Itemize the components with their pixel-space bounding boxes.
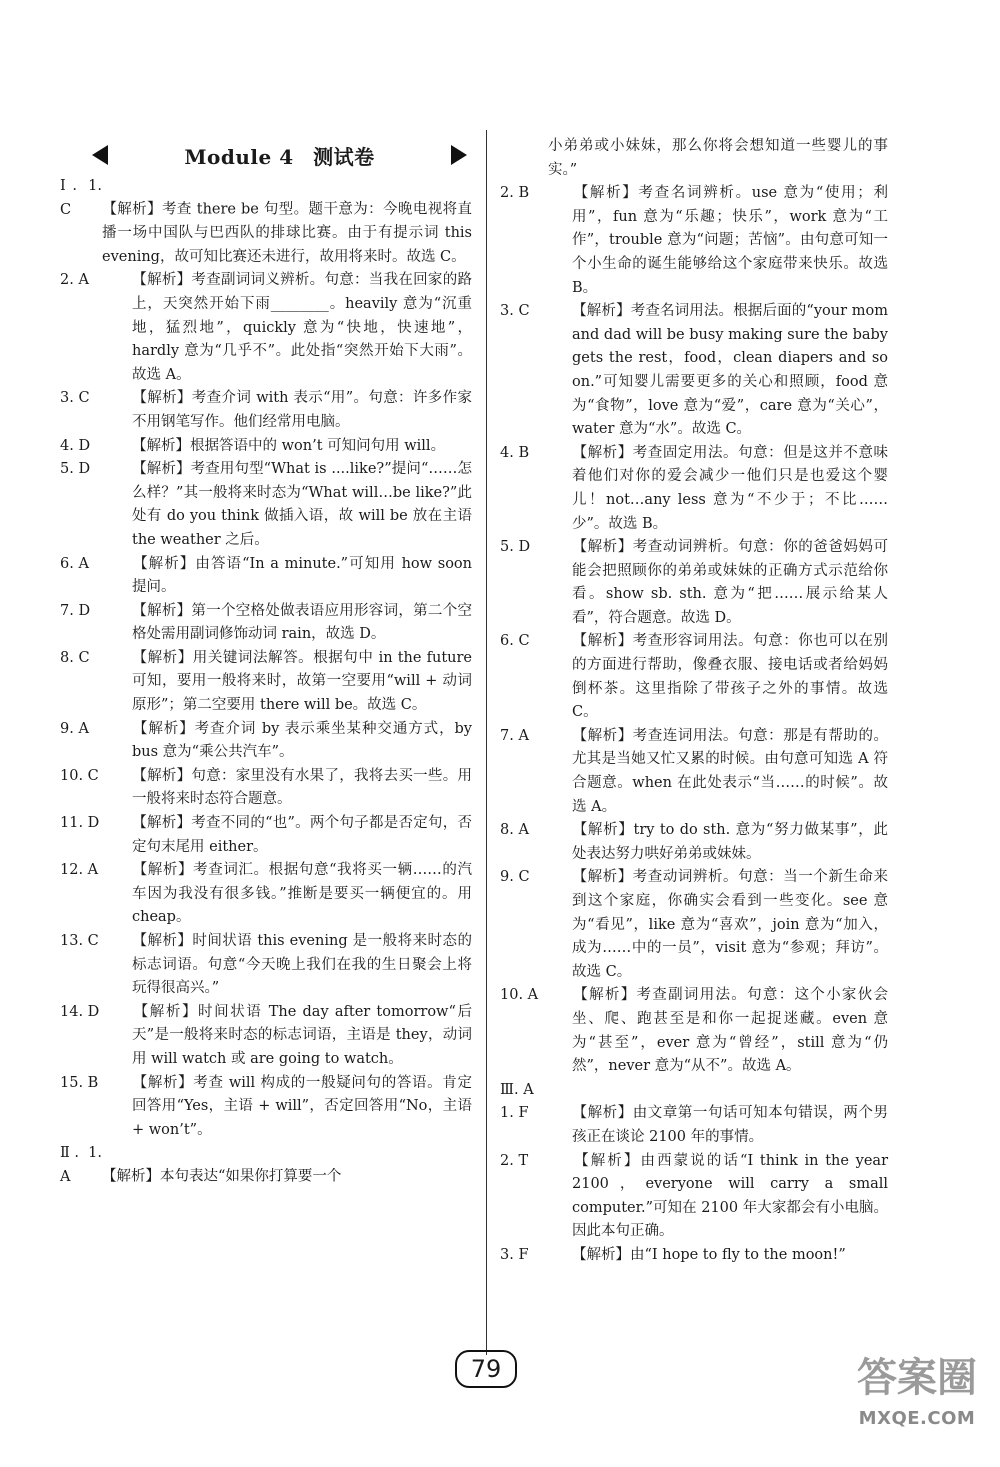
answer-text: 【解析】第一个空格处做表语应用形容词，第二个空格处需用副词修饰动词 rain，故选 D。 [132, 602, 472, 643]
answer-text: 【解析】由文章第一句话可知本句错误，两个男孩正在谈论 2100 年的事情。 [572, 1105, 888, 1145]
answer-item [60, 647, 472, 718]
answer-text: 【解析】由答语“In a minute.”可知用 how soon 提问。 [132, 555, 472, 596]
answer-item [60, 553, 472, 600]
answer-item [60, 859, 472, 930]
answer-item [500, 866, 888, 984]
answer-item [60, 600, 472, 647]
answer-item [60, 458, 472, 552]
answer-text: 【解析】考查词汇。根据句意“我将买一辆……的汽车因为我没有很多钱。”推断是要买一辆便宜的。用 cheap。 [132, 862, 472, 926]
column-divider [486, 130, 487, 1355]
answer-number: 5. D [60, 461, 91, 478]
answer-number: 13. C [60, 933, 99, 949]
answer-text: 【解析】考查 there be 句型。题干意为：今晚电视将直播一场中国队与巴西队的排球比赛。由于有提示词 this evening，故可知比赛还未进行，故用将来时。故选 C。 [102, 201, 472, 265]
answer-text: 【解析】考查名词辨析。use 意为“使用；利用”，fun 意为“乐趣；快乐”，work 意为“工作”，trouble 意为“问题；苦恼”。由句意可知一个小生命的诞生能够给这个家庭带来快乐。故选 B。 [572, 185, 888, 296]
answer-item [500, 536, 888, 630]
answer-text: 【解析】时间状语 The day after tomorrow“后天”是一般将来时态的标志词语，主语是 they，动词用 will watch 或 are going to watch。 [132, 1003, 472, 1067]
answer-text: 【解析】考查用句型“What is ....like?”提问“……怎么样？”其一般将来时态为“What will…be like?”此处有 do you think 做插入语，故 will be 放在主语 the weather 之后。 [132, 461, 472, 548]
answer-item [60, 765, 472, 812]
answer-item [500, 135, 888, 182]
answer-text: 【解析】由西蒙说的话“I think in the year 2100，everyone will carry a small computer.”可知在 2100 年大家都会有小电脑。因此本句正确。 [572, 1152, 888, 1240]
answer-text: 【解析】时间状语 this evening 是一般将来时态的标志词语。句意“今天晚上我们在我的生日聚会上将玩得很高兴。” [132, 933, 472, 997]
answer-number: 4. D [60, 437, 91, 454]
watermark-url: MXQE.COM [858, 1408, 976, 1429]
answer-text: 【解析】由“I hope to fly to the moon!” [572, 1246, 846, 1263]
answer-item [500, 1079, 888, 1103]
answer-text: 【解析】句意：家里没有水果了，我将去买一些。用一般将来时态符合题意。 [132, 767, 472, 808]
answer-number: 14. D [60, 1003, 100, 1020]
answer-item [60, 387, 472, 434]
answer-item [60, 812, 472, 859]
answer-number: 4. B [500, 444, 530, 461]
answer-item [60, 930, 472, 1001]
module-label: Module 4 [184, 144, 294, 169]
answer-number: 6. C [500, 633, 530, 650]
answer-text: 【解析】本句表达“如果你打算要一个 [102, 1168, 342, 1185]
answer-item [60, 1001, 472, 1072]
answer-number: 2. B [500, 185, 530, 202]
answer-number: 7. D [60, 602, 91, 619]
answer-number: 3. C [500, 303, 530, 320]
answer-text: 【解析】考查不同的“也”。两个句子都是否定句，否定句末尾用 either。 [132, 815, 472, 855]
answer-number: 15. B [60, 1074, 99, 1091]
watermark [842, 1348, 992, 1458]
answer-number: 2. T [500, 1152, 529, 1169]
page-number: 79 [455, 1350, 517, 1388]
answer-text: 【解析】考查动词辨析。句意：你的爸爸妈妈可能会把照顾你的弟弟或妹妹的正确方式示范给你看。show sb. sth. 意为“把……展示给某人看”，符合题意。故选 D。 [572, 539, 888, 626]
answer-text: 【解析】考查连词用法。句意：那是有帮助的。尤其是当她又忙又累的时候。由句意可知选 A 符合题意。when 在此处表示“当……的时候”。故选 A。 [572, 727, 888, 815]
answer-text: 【解析】考查名词用法。根据后面的“your mom and dad will be busy making sure the baby gets the rest，food，clean diapers and so on.”可知婴儿需要更多的关心和照顾，food 意为“食物”，love 意为“爱”，care 意为“关心”，water 意为“水”。故选 C。 [572, 303, 888, 438]
answer-number: 3. F [500, 1246, 529, 1263]
answer-number: 3. C [60, 390, 90, 407]
answer-number: 6. A [60, 555, 89, 572]
answer-number: Ⅲ. A [500, 1081, 534, 1098]
answer-item [60, 1142, 472, 1189]
answer-text: 小弟弟或小妹妹，那么你将会想知道一些婴儿的事实。” [548, 138, 888, 178]
answer-item [500, 182, 888, 300]
answer-text: 【解析】try to do sth. 意为“努力做某事”，此处表达努力哄好弟弟或妹妹。 [572, 822, 888, 862]
answer-number: 9. C [500, 869, 530, 886]
answer-item [60, 175, 472, 269]
answer-number: 5. D [500, 539, 531, 556]
answer-number: 9. A [60, 720, 89, 737]
answer-item [500, 1244, 888, 1268]
answer-number: Ⅱ. 1. A [60, 1145, 102, 1185]
answer-text: 【解析】考查副词用法。句意：这个小家伙会坐、爬、跑甚至是和你一起捉迷藏。even 意为“甚至”，ever 意为“曾经”，still 意为“仍然”，never 意为“从不”。故选 A。 [572, 987, 888, 1075]
watermark-logo: 答案圈 [857, 1355, 977, 1401]
left-answers [60, 175, 472, 1190]
answer-item [500, 819, 888, 866]
answer-number: 2. A [60, 272, 89, 289]
test-label: 测试卷 [313, 144, 375, 169]
page-title [178, 141, 380, 170]
answer-number: 7. A [500, 727, 529, 744]
module-header [92, 140, 467, 170]
answer-item [500, 1150, 888, 1244]
answer-item [500, 300, 888, 442]
answer-text: 【解析】根据答语中的 won’t 可知问句用 will。 [132, 437, 446, 454]
answer-text: 【解析】用关键词法解答。根据句中 in the future 可知，要用一般将来时，故第一空要用“will + 动词原形”；第二空要用 there will be。故选 C。 [132, 649, 472, 714]
answer-item [500, 442, 888, 536]
answer-text: 【解析】考查介词 by 表示乘坐某种交通方式，by bus 意为“乘公共汽车”。 [132, 720, 472, 761]
answer-number: 12. A [60, 862, 99, 879]
answer-item [60, 269, 472, 387]
answer-item [500, 725, 888, 819]
answer-number: Ⅰ. 1. C [60, 178, 102, 218]
answer-item [500, 630, 888, 724]
answer-number: 8. A [500, 822, 529, 839]
answer-number: 8. C [60, 649, 90, 666]
answer-text: 【解析】考查副词词义辨析。句意：当我在回家的路上，天突然开始下雨________。heavily 意为“沉重地，猛烈地”，quickly 意为“快地，快速地”，hardly 意为“几乎不”。此处指“突然开始下大雨”。故选 A。 [132, 272, 472, 383]
answer-text: 【解析】考查 will 构成的一般疑问句的答语。肯定回答用“Yes，主语 + will”，否定回答用“No，主语 + won’t”。 [132, 1074, 472, 1138]
right-answers [500, 135, 888, 1268]
answer-item [500, 1102, 888, 1149]
answer-text: 【解析】考查动词辨析。句意：当一个新生命来到这个家庭，你确实会看到一些变化。see 意为“看见”，like 意为“喜欢”，join 意为“加入，成为……中的一员”，visit 意为“参观；拜访”。故选 C。 [572, 869, 888, 980]
answer-number: 11. D [60, 815, 100, 832]
answer-number: 1. F [500, 1105, 529, 1122]
answer-number: 10. A [500, 987, 539, 1004]
answer-item [60, 435, 472, 459]
triangle-right-icon [451, 145, 467, 165]
answer-item [500, 984, 888, 1078]
answer-item [60, 718, 472, 765]
answer-item [60, 1072, 472, 1143]
answer-text: 【解析】考查固定用法。句意：但是这并不意味着他们对你的爱会减少一他们只是也爱这个婴儿！not…any less 意为“不少于；不比……少”。故选 B。 [572, 444, 888, 532]
answer-text: 【解析】考查形容词用法。句意：你也可以在别的方面进行帮助，像叠衣服、接电话或者给妈妈倒杯茶。这里指除了带孩子之外的事情。故选 C。 [572, 633, 888, 721]
answer-number: 10. C [60, 767, 99, 784]
answer-text: 【解析】考查介词 with 表示“用”。句意：许多作家不用钢笔写作。他们经常用电脑。 [132, 390, 472, 430]
triangle-left-icon [92, 145, 108, 165]
